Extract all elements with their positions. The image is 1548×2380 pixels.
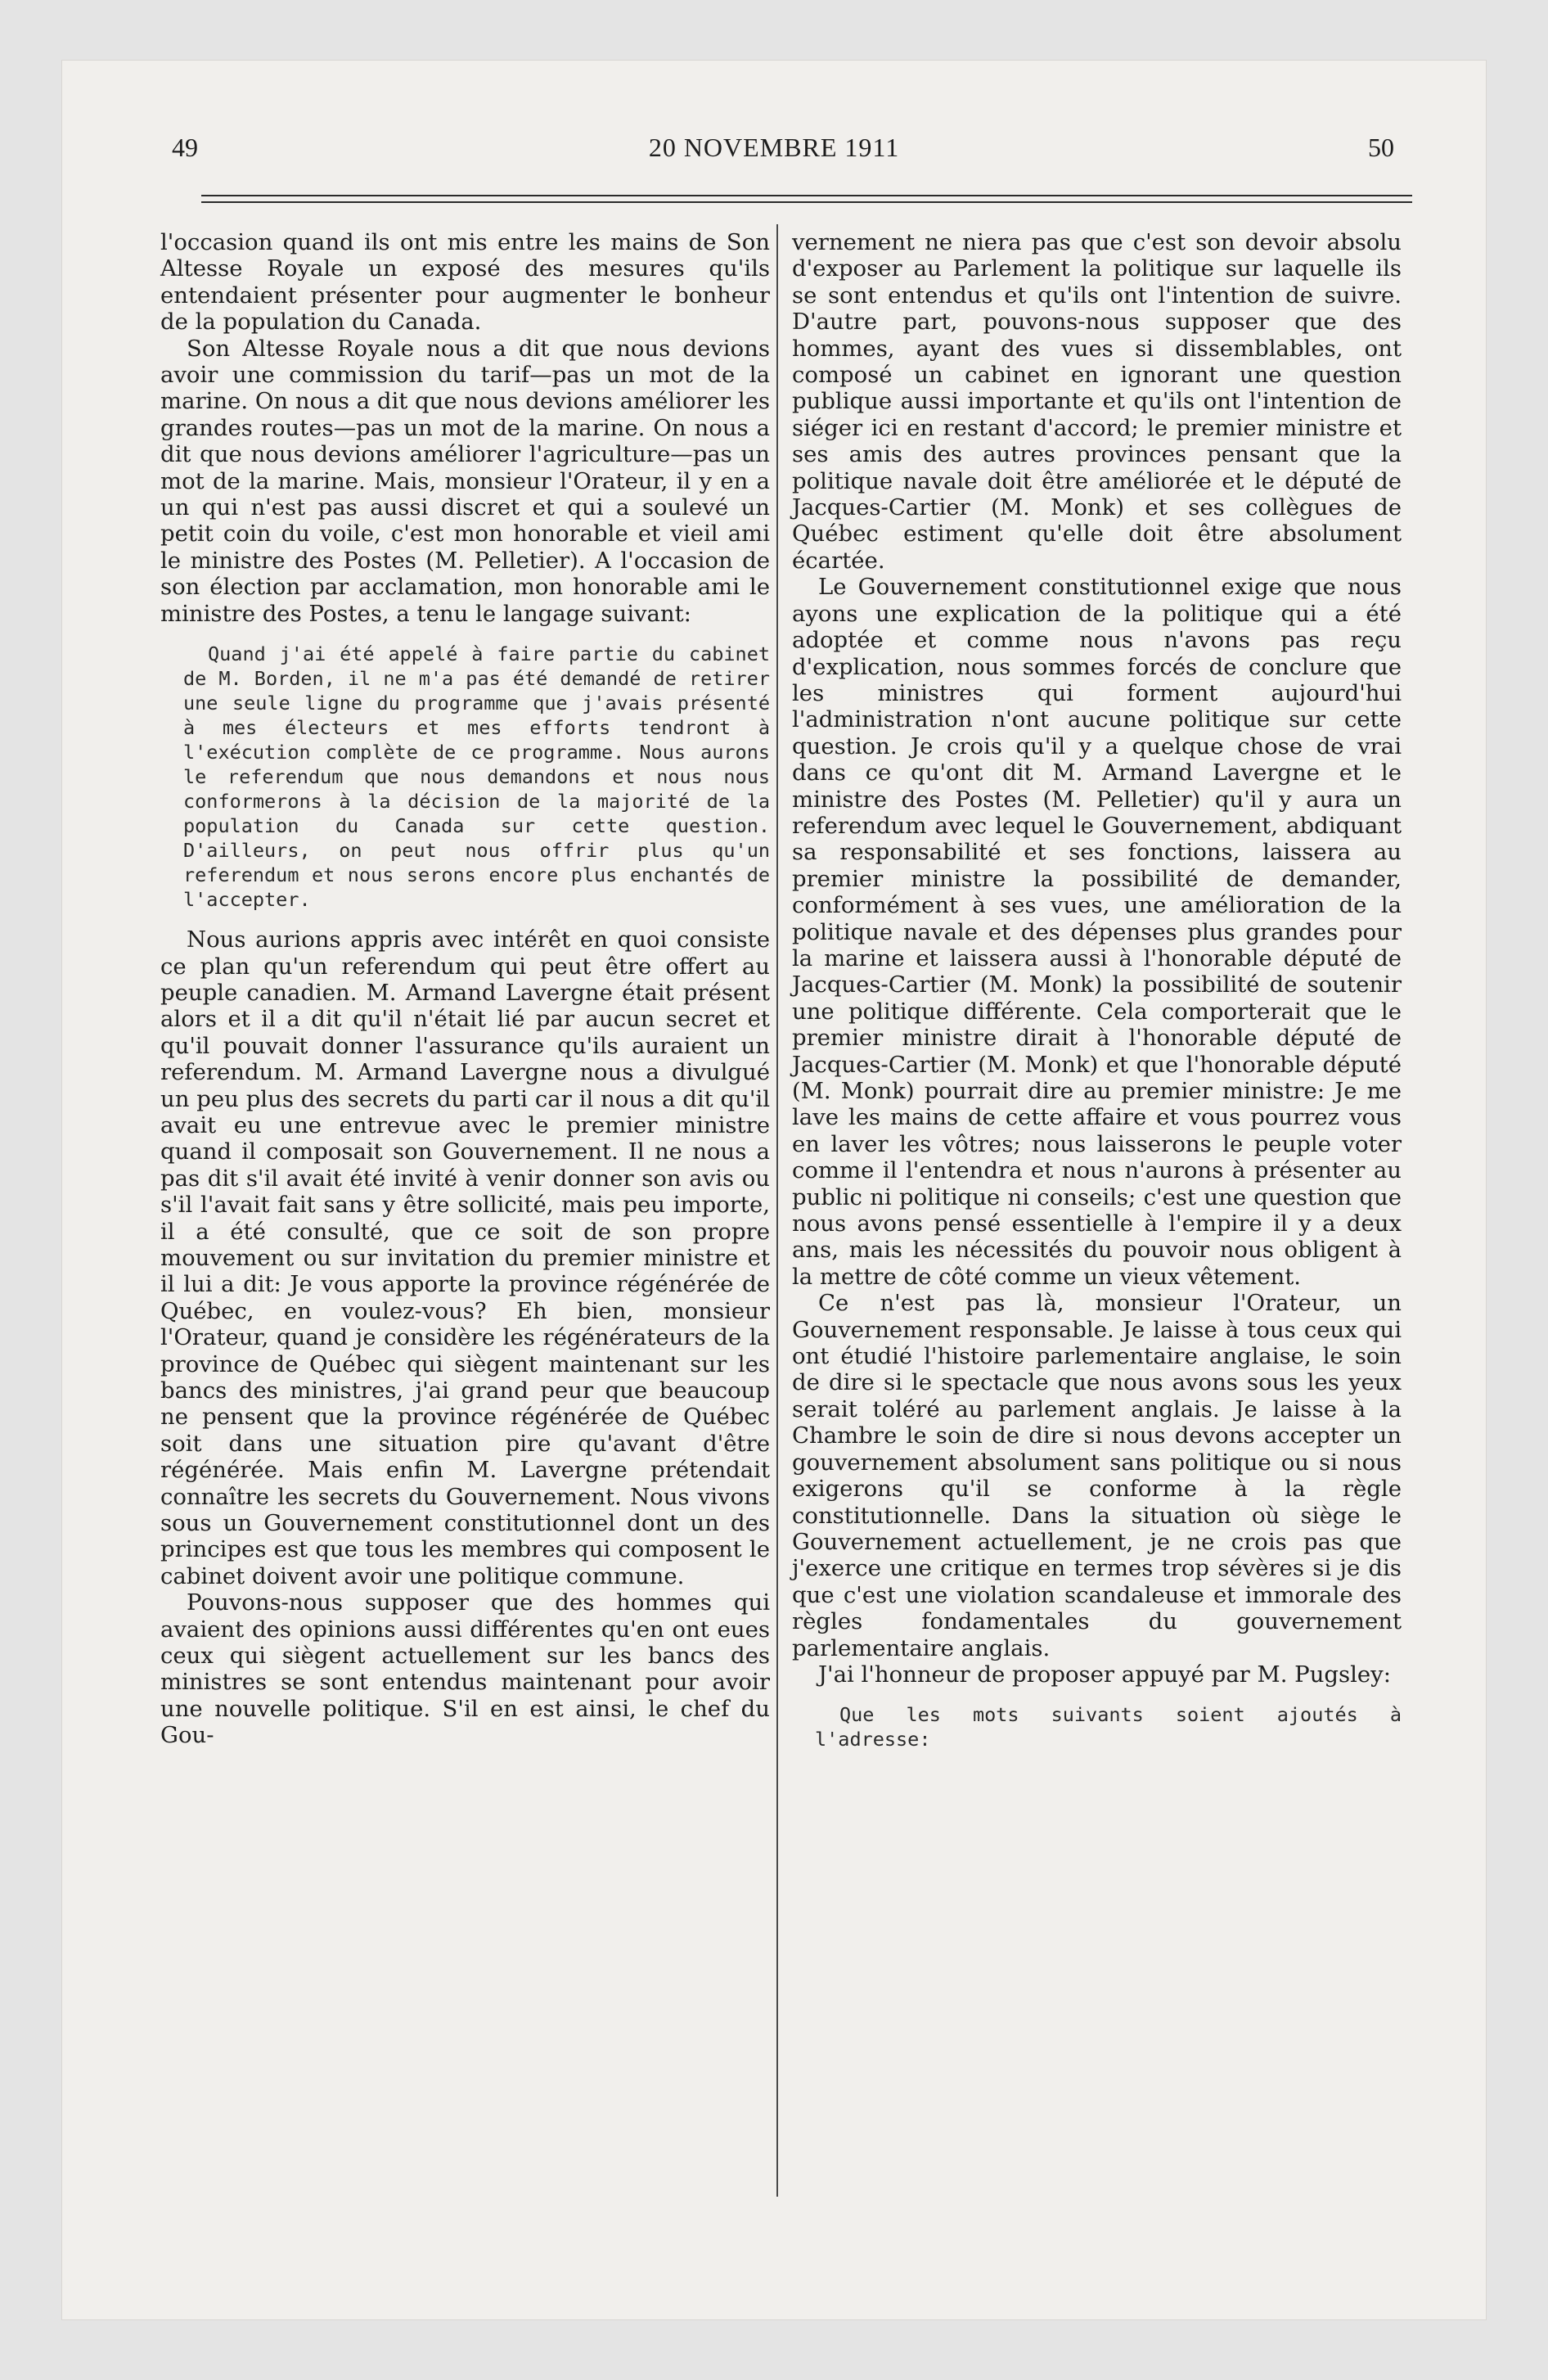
page-header xyxy=(62,133,1486,174)
right-column xyxy=(792,229,1402,1755)
right-paragraph-3: Ce n'est pas là, monsieur l'Orateur, un Gouvernement responsable. Je laisse à tous ceux qui ont étudié l'histoire parlementaire anglaise, le soin de dire si le spectacle que nous avons sous les yeux serait toléré au parlement anglais. Je laisse à la Chambre le soin de dire si nous devons accepter un gouvernement absolument sans politique ou si nous exigerons qu'il se conforme à la règle constitutionnelle. Dans la situation où siège le Gouvernement actuellement, je ne crois pas que j'exerce une critique en termes trop sévères si je dis que c'est une violation scandaleuse et immorale des règles fondamentales du gouvernement parlementaire anglais. xyxy=(792,1290,1402,1661)
left-page-number: 49 xyxy=(172,133,198,162)
left-paragraph-2: Son Altesse Royale nous a dit que nous devions avoir une commission du tarif—pas un mot de la marine. On nous a dit que nous devions améliorer les grandes routes—pas un mot de la marine. On nous a dit que nous devions améliorer l'agriculture—pas un mot de la marine. Mais, monsieur l'Orateur, il y en a un qui n'est pas aussi discret et qui a soulevé un petit coin du voile, c'est mon honorable et vieil ami le ministre des Postes (M. Pelletier). A l'occasion de son élection par acclamation, mon honorable ami le ministre des Postes, a tenu le langage suivant: xyxy=(160,335,770,627)
right-quotation: Que les mots suivants soient ajoutés à l'adresse: xyxy=(815,1703,1402,1751)
column-divider xyxy=(776,224,778,2197)
page-sheet xyxy=(62,61,1486,2319)
left-quotation: Quand j'ai été appelé à faire partie du cabinet de M. Borden, il ne m'a pas été demandé de retirer une seule ligne du programme que j'avais présenté à mes électeurs et mes efforts tendront à l'exécution complète de ce programme. Nous aurons le referendum que nous demandons et nous nous conformerons à la décision de la majorité de la population du Canada sur cette question. D'ailleurs, on peut nous offrir plus qu'un referendum et nous serons encore plus enchantés de l'accepter. xyxy=(183,642,770,912)
header-date: 20 NOVEMBRE 1911 xyxy=(648,133,900,162)
header-rule-top xyxy=(201,195,1412,196)
right-paragraph-1: vernement ne niera pas que c'est son devoir absolu d'exposer au Parlement la politique sur laquelle ils se sont entendus et qu'ils ont l'intention de suivre. D'autre part, pouvons-nous supposer que des hommes, ayant des vues si dissemblables, ont composé un cabinet en ignorant une question publique aussi importante et qu'ils ont l'intention de siéger ici en restant d'accord; le premier ministre et ses amis des autres provinces pensant que la politique navale doit être améliorée et le député de Jacques-Cartier (M. Monk) et ses collègues de Québec estiment qu'elle doit être absolument écartée. xyxy=(792,229,1402,574)
left-paragraph-1: l'occasion quand ils ont mis entre les mains de Son Altesse Royale un exposé des mesures qu'ils entendaient présenter pour augmenter le bonheur de la population du Canada. xyxy=(160,229,770,336)
header-rule-bottom xyxy=(201,201,1412,203)
right-paragraph-2: Le Gouvernement constitutionnel exige que nous ayons une explication de la politique qui a été adoptée et comme nous n'avons pas reçu d'explication, nous sommes forcés de conclure que les ministres qui forment aujourd'hui l'administration n'ont aucune politique sur cette question. Je crois qu'il y a quelque chose de vrai dans ce qu'ont dit M. Armand Lavergne et le ministre des Postes (M. Pelletier) qu'il y aura un referendum avec lequel le Gouvernement, abdiquant sa responsabilité et ses fonctions, laissera au premier ministre la possibilité de demander, conformément à ses vues, une amélioration de la politique navale et des dépenses plus grandes pour la marine et laissera aussi à l'honorable député de Jacques-Cartier (M. Monk) la possibilité de soutenir une politique différente. Cela comporterait que le premier ministre dirait à l'honorable député de Jacques-Cartier (M. Monk) et que l'honorable député (M. Monk) pourrait dire au premier ministre: Je me lave les mains de cette affaire et vous pourrez vous en laver les vôtres; nous laisserons le peuple voter comme il l'entendra et nous n'aurons à présenter au public ni politique ni conseils; c'est une question que nous avons pensé essentielle à l'empire il y a deux ans, mais les nécessités du pouvoir nous obligent à la mettre de côté comme un vieux vêtement. xyxy=(792,574,1402,1290)
left-column xyxy=(160,229,770,1749)
left-paragraph-4: Pouvons-nous supposer que des hommes qui avaient des opinions aussi différentes qu'en ont eues ceux qui siègent actuellement sur les bancs des ministres se sont entendus maintenant pour avoir une nouvelle politique. S'il en est ainsi, le chef du Gou- xyxy=(160,1589,770,1749)
right-page-number: 50 xyxy=(1368,133,1394,162)
left-paragraph-3: Nous aurions appris avec intérêt en quoi consiste ce plan qu'un referendum qui peut être offert au peuple canadien. M. Armand Lavergne était présent alors et il a dit qu'il n'était lié par aucun secret et qu'il pouvait donner l'assurance qu'ils auraient un referendum. M. Armand Lavergne nous a divulgué un peu plus des secrets du parti car il nous a dit qu'il avait eu une entrevue avec le premier ministre quand il composait son Gouvernement. Il ne nous a pas dit s'il avait été invité à venir donner son avis ou s'il l'avait fait sans y être sollicité, mais peu importe, il a été consulté, que ce soit de son propre mouvement ou sur invitation du premier ministre et il lui a dit: Je vous apporte la province régénérée de Québec, en voulez-vous? Eh bien, monsieur l'Orateur, quand je considère les régénérateurs de la province de Québec qui siègent maintenant sur les bancs des ministres, j'ai grand peur que beaucoup ne pensent que la province régénérée de Québec soit dans une situation pire qu'avant d'être régénérée. Mais enfin M. Lavergne prétendait connaître les secrets du Gouvernement. Nous vivons sous un Gouvernement constitutionnel dont un des principes est que tous les membres qui composent le cabinet doivent avoir une politique commune. xyxy=(160,926,770,1589)
right-paragraph-4: J'ai l'honneur de proposer appuyé par M. Pugsley: xyxy=(818,1661,1391,1688)
